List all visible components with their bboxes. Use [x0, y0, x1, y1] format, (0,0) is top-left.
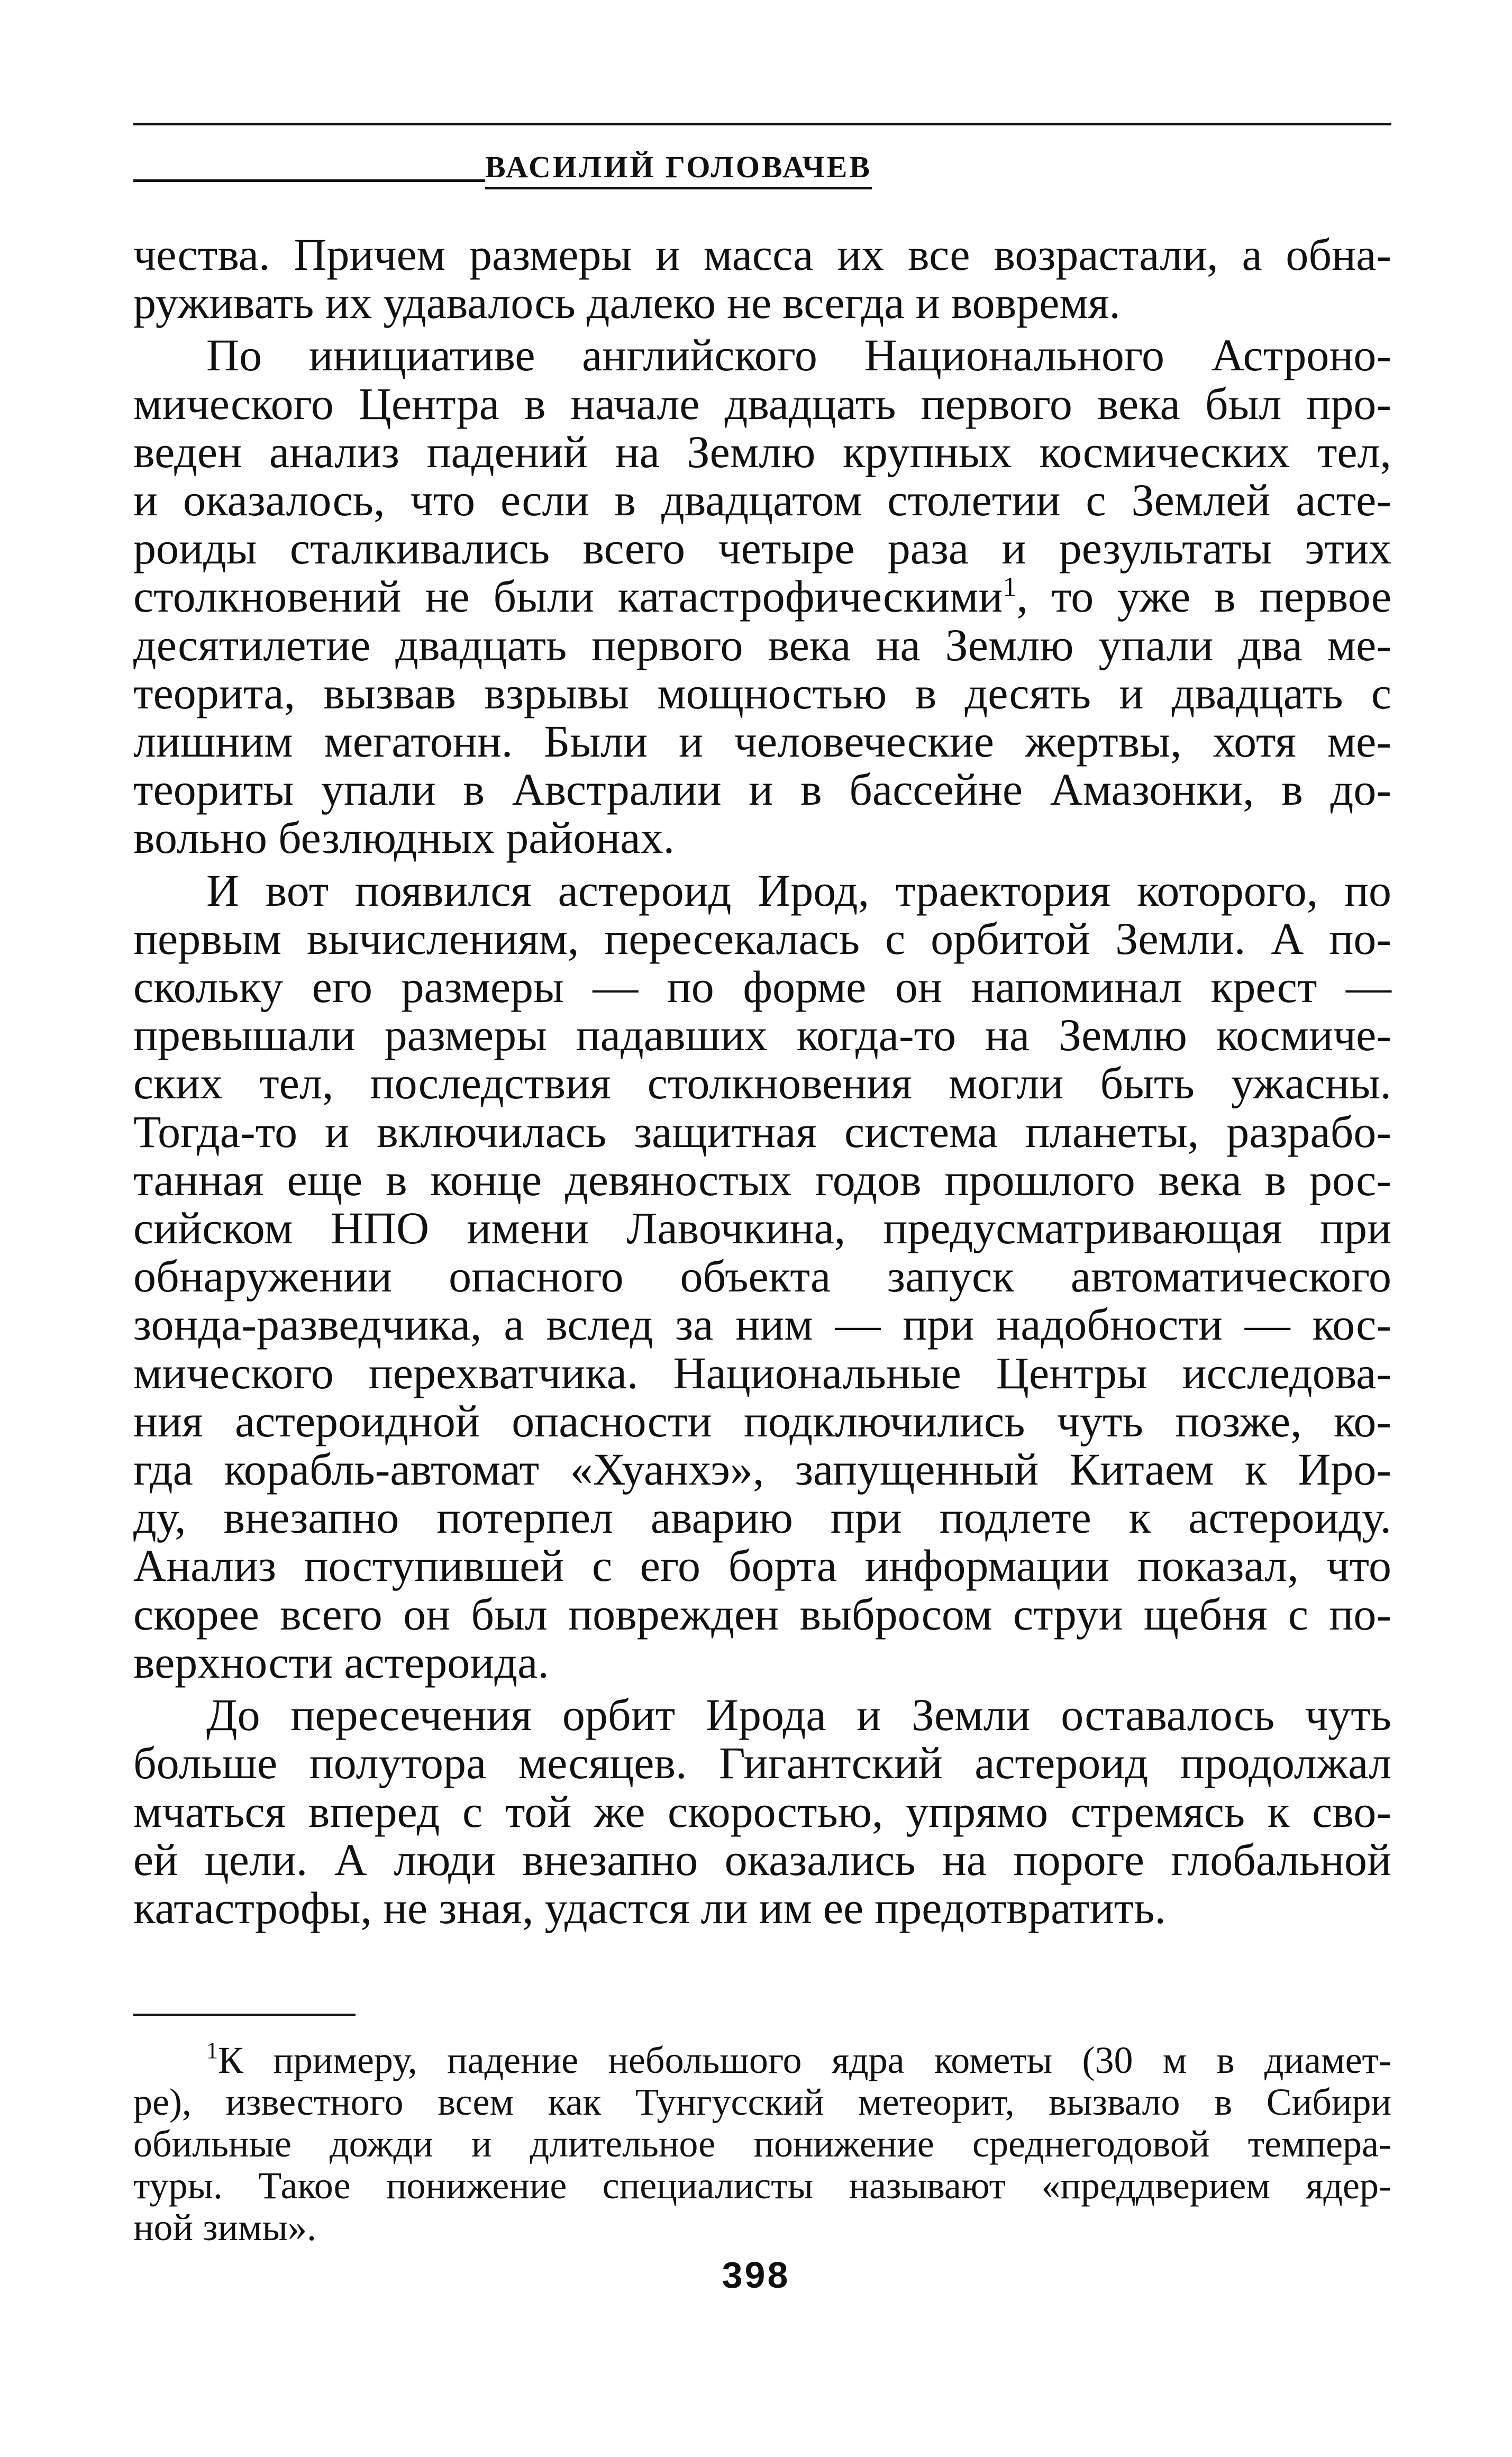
text-line: ния астероидной опасности подключились чуть позже, ко- — [133, 1395, 1391, 1446]
page-number: 398 — [722, 2254, 790, 2296]
main-text — [133, 231, 1391, 1932]
paragraph-4 — [133, 1691, 1391, 1932]
text-line: катастрофы, не зная, удастся ли им ее предотвратить. — [133, 1882, 1166, 1933]
text-line: роиды сталкивались всего четыре раза и результаты этих — [133, 523, 1391, 574]
footnote-mark: 1 — [206, 2037, 218, 2063]
text-line: ских тел, последствия столкновения могли быть ужасны. — [133, 1058, 1391, 1109]
text-line: и оказалось, что если в двадцатом столетии с Землей асте- — [133, 475, 1391, 526]
text-line: До пересечения орбит Ирода и Земли оставалось чуть — [206, 1689, 1391, 1741]
text-line: веден анализ падений на Землю крупных космических тел, — [133, 426, 1391, 477]
text-line: сийском НПО имени Лавочкина, предусматривающая при — [133, 1203, 1391, 1254]
text-line-end: , то уже в первое — [1016, 571, 1391, 622]
text-line: ду, внезапно потерпел аварию при подлете к астероиду. — [133, 1492, 1391, 1543]
text-line: больше полутора месяцев. Гигантский астероид продолжал — [133, 1737, 1391, 1789]
text-line-with-footnote — [133, 572, 1391, 621]
text-line: десятилетие двадцать первого века на Землю упали два ме- — [133, 619, 1391, 670]
text-line: мического Центра в начале двадцать первого века был про- — [133, 378, 1391, 429]
text-line: танная еще в конце девяностых годов прошлого века в рос- — [133, 1154, 1391, 1205]
paragraph-2 — [133, 331, 1391, 862]
text-line: скорее всего он был поврежден выбросом струи щебня с по- — [133, 1588, 1391, 1640]
text-line: зонда-разведчика, а вслед за ним — при надобности — кос- — [133, 1299, 1391, 1350]
running-header — [133, 142, 1391, 189]
text-line: вольно безлюдных районах. — [133, 812, 675, 863]
text-line: гда корабль-автомат «Хуанхэ», запущенный Китаем к Иро- — [133, 1444, 1391, 1495]
text-line: теориты упали в Австралии и в бассейне Амазонки, в до- — [133, 764, 1391, 815]
header-top-rule — [133, 123, 1391, 125]
text-line: Анализ поступившей с его борта информации показал, что — [133, 1540, 1391, 1591]
footnote-line — [133, 2037, 1391, 2081]
text-line: чества. Причем размеры и масса их все возрастали, а обна- — [133, 229, 1391, 280]
footnote-line: ре), известного всем как Тунгусский метеорит, вызвало в Сибири — [133, 2081, 1391, 2123]
footnote-separator — [133, 2014, 356, 2016]
footnote-line: обильные дожди и длительное понижение среднегодовой темпера- — [133, 2123, 1391, 2165]
footnote-line: туры. Такое понижение специалисты называют «преддверием ядер- — [133, 2164, 1391, 2207]
text-line: теорита, вызвав взрывы мощностью в десять и двадцать с — [133, 667, 1391, 718]
footnote — [133, 2037, 1391, 2249]
header-author: ВАСИЛИЙ ГОЛОВАЧЕВ — [485, 152, 872, 189]
text-line: По инициативе английского Национального Астроно- — [206, 330, 1391, 381]
text-line: первым вычислениям, пересекалась с орбитой Земли. А по- — [133, 913, 1391, 964]
text-line-start: столкновений не были катастрофическими — [133, 571, 1003, 622]
header-left-rule — [133, 179, 485, 182]
footnote-line: ной зимы». — [133, 2206, 316, 2249]
text-line: мического перехватчика. Национальные Центры исследова- — [133, 1347, 1391, 1398]
text-line: превышали размеры падавших когда-то на Землю космиче- — [133, 1009, 1391, 1061]
text-line: И вот появился астероид Ирод, траектория которого, по — [206, 865, 1391, 916]
paragraph-3 — [133, 867, 1391, 1687]
footnote-reference[interactable]: 1 — [1003, 572, 1017, 603]
text-line: мчаться вперед с той же скоростью, упрямо стремясь к сво- — [133, 1786, 1391, 1837]
text-line: верхности астероида. — [133, 1636, 549, 1688]
text-line: лишним мегатонн. Были и человеческие жертвы, хотя ме- — [133, 716, 1391, 767]
text-line: скольку его размеры — по форме он напоминал крест — — [133, 961, 1391, 1013]
text-line: руживать их удавалось далеко не всегда и вовремя. — [133, 277, 1121, 329]
paragraph-1 — [133, 231, 1391, 327]
text-line: обнаружении опасного объекта запуск автоматического — [133, 1251, 1391, 1302]
footnote-line-text: К примеру, падение небольшого ядра кометы (30 м в диамет- — [218, 2039, 1391, 2081]
text-line: ей цели. А люди внезапно оказались на пороге глобальной — [133, 1834, 1391, 1885]
text-line: Тогда-то и включилась защитная система планеты, разрабо- — [133, 1106, 1391, 1157]
